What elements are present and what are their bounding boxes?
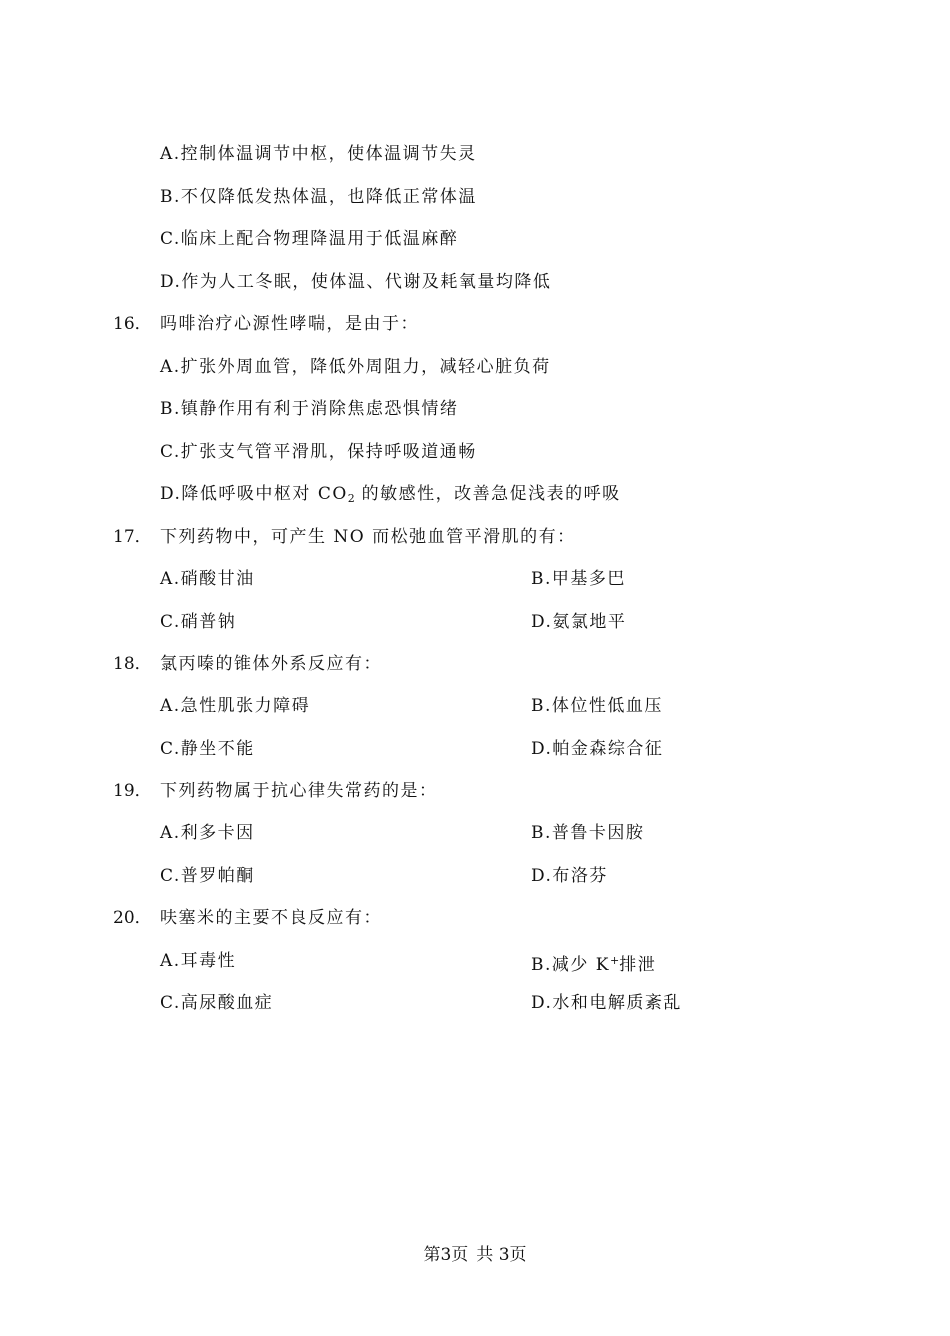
q17-option-d: D.氨氯地平 <box>531 612 627 632</box>
q16-number: 16． <box>113 314 152 334</box>
q17-option-c: C.硝普钠 <box>160 612 237 632</box>
q19-option-d: D.布洛芬 <box>531 866 608 886</box>
page-footer <box>0 1244 950 1266</box>
q17-text: 下列药物中，可产生 NO 而松弛血管平滑肌的有： <box>160 527 576 547</box>
q20-option-b-pre: B.减少 K <box>531 955 611 975</box>
q15-option-d: D.作为人工冬眠，使体温、代谢及耗氧量均降低 <box>160 272 552 292</box>
q20-option-a: A.耳毒性 <box>160 951 237 971</box>
q20-text: 呋塞米的主要不良反应有： <box>160 908 382 928</box>
q20-number: 20． <box>113 908 152 928</box>
q20-option-d: D.水和电解质紊乱 <box>531 993 682 1013</box>
page-total: 共 3页 <box>476 1245 527 1265</box>
q18-option-a: A.急性肌张力障碍 <box>160 696 311 716</box>
q17-option-a: A.硝酸甘油 <box>160 569 255 589</box>
q15-option-a: A.控制体温调节中枢，使体温调节失灵 <box>160 144 477 164</box>
q18-text: 氯丙嗪的锥体外系反应有： <box>160 654 382 674</box>
q16-text: 吗啡治疗心源性哮喘，是由于： <box>160 314 419 334</box>
q20-option-c: C.高尿酸血症 <box>160 993 274 1013</box>
q18-option-c: C.静坐不能 <box>160 739 255 759</box>
q16-option-a: A.扩张外周血管，降低外周阻力，减轻心脏负荷 <box>160 357 551 377</box>
k-ion-superscript: + <box>610 954 620 967</box>
q18-option-b: B.体位性低血压 <box>531 696 663 716</box>
q16-option-d <box>160 483 621 510</box>
page-number: 第3页 <box>423 1245 469 1265</box>
q19-option-b: B.普鲁卡因胺 <box>531 823 645 843</box>
q20-option-b <box>531 950 656 976</box>
q15-option-c: C.临床上配合物理降温用于低温麻醉 <box>160 229 459 249</box>
q19-text: 下列药物属于抗心律失常药的是： <box>160 781 438 801</box>
q18-number: 18． <box>113 654 152 674</box>
q15-option-b: B.不仅降低发热体温，也降低正常体温 <box>160 187 477 207</box>
q19-option-a: A.利多卡因 <box>160 823 255 843</box>
q19-option-c: C.普罗帕酮 <box>160 866 255 886</box>
q16-option-d-pre: D.降低呼吸中枢对 CO <box>160 484 348 504</box>
q19-number: 19． <box>113 781 152 801</box>
q17-number: 17． <box>113 527 152 547</box>
q16-option-c: C.扩张支气管平滑肌，保持呼吸道通畅 <box>160 442 477 462</box>
q17-option-b: B.甲基多巴 <box>531 569 626 589</box>
co2-subscript: 2 <box>347 492 355 505</box>
q20-option-b-post: 排泄 <box>619 955 657 975</box>
q18-option-d: D.帕金森综合征 <box>531 739 664 759</box>
q16-option-b: B.镇静作用有利于消除焦虑恐惧情绪 <box>160 399 459 419</box>
q16-option-d-post: 的敏感性，改善急促浅表的呼吸 <box>354 484 621 504</box>
